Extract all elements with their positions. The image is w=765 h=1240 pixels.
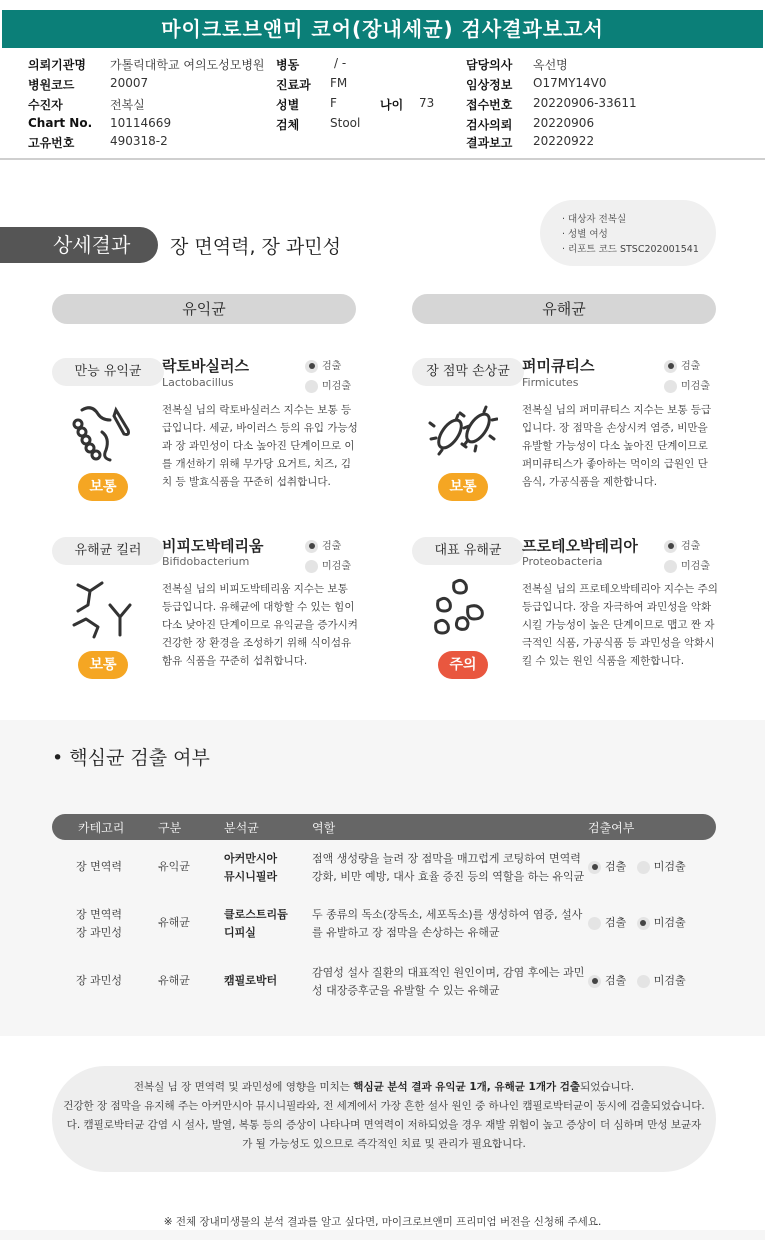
detect-status: 검출 미검출 [588, 858, 686, 876]
detect-status: 검출 미검출 [588, 914, 686, 932]
card-tag: 만능 유익균 [52, 358, 164, 386]
report-title: 마이크로브앤미 코어(장내세균) 검사결과보고서 [2, 10, 763, 48]
radio-checked-icon [637, 917, 650, 930]
bacteria-cell: 아커만시아 뮤시니필라 [224, 852, 278, 883]
type-cell: 유해균 [158, 916, 190, 929]
harmful-header: 유해균 [412, 294, 716, 324]
bifidobacterium-icon [70, 575, 140, 643]
dept-value: FM [330, 76, 348, 90]
summary-line: 전복실 님 장 면역력 및 과민성에 영향을 미치는 핵심균 분석 결과 유익균 1개, 유해균 1개가 검출되었습니다. [133, 1081, 635, 1093]
bacteria-name: 락토바실러스 [162, 357, 249, 375]
bacteria-description: 전복실 님의 프로테오박테리아 지수는 주의 등급입니다. 장을 자극하여 과민성을 악화시킬 가능성이 높은 단계이므로 맵고 짠 자극적인 식품, 가공식품 등 과민성을 악화시킬 수 있는 원인 식품을 제한합니다. [522, 583, 718, 667]
level-badge: 보통 [78, 651, 128, 679]
bacteria-name: 비피도박테리움 [162, 537, 264, 555]
detect-option: 검출 [664, 537, 700, 551]
age-label: 나이 [380, 98, 404, 112]
level-badge: 주의 [438, 651, 488, 679]
bacteria-latin: Firmicutes [522, 376, 579, 389]
proteobacteria-icon [428, 575, 498, 643]
section-subtitle: 장 면역력, 장 과민성 [170, 236, 341, 258]
receipt-label: 접수번호 [466, 98, 513, 112]
summary-line: 가 될 가능성도 있으므로 즉각적인 치료 및 관리가 필요합니다. [242, 1138, 526, 1150]
radio-checked-icon [664, 540, 677, 553]
sex-label: 성별 [276, 98, 300, 112]
table-row [52, 906, 716, 950]
detect-option: 검출 [305, 357, 341, 371]
subject-summary-pill [540, 200, 716, 266]
bottom-strip [0, 1230, 765, 1240]
card-tag: 장 점막 손상균 [412, 358, 524, 386]
column-header: 역할 [312, 821, 336, 835]
card-tag: 유해균 킬러 [52, 537, 164, 565]
radio-empty-icon [664, 560, 677, 573]
lactobacillus-icon [70, 398, 140, 466]
hospital-label: 의뢰기관명 [28, 58, 86, 72]
beneficial-header: 유익균 [52, 294, 356, 324]
not-detect-option: 미검출 [305, 377, 351, 391]
request-value: 20220906 [533, 116, 595, 130]
table-header [52, 814, 716, 840]
table-row [52, 850, 716, 894]
code-value: 20007 [110, 76, 149, 90]
sex-value: F [330, 96, 337, 110]
bacteria-cell: 클로스트리듐 디피실 [224, 908, 288, 939]
patient-info [0, 52, 765, 164]
chart-value: 10114669 [110, 116, 172, 130]
radio-empty-icon [664, 380, 677, 393]
summary-line: 건강한 장 점막을 유지해 주는 아커만시아 뮤시니필라와, 전 세계에서 가장 흔한 설사 원인 중 하나인 캠필로박터균이 동시에 검출되었습니다. [63, 1100, 705, 1112]
specimen-label: 검체 [276, 118, 300, 132]
pill-line: · 리포트 코드 STSC202001541 [562, 244, 699, 255]
pill-line: · 성별 여성 [562, 229, 608, 240]
result-value: 20220922 [533, 134, 595, 148]
info-row [0, 116, 765, 134]
ward-value: / - [334, 56, 347, 70]
bacteria-description: 전복실 님의 비피도박테리움 지수는 보통 등급입니다. 유해균에 대항할 수 있는 힘이 다소 낮아진 단계이므로 유익균을 증가시켜 건강한 장 환경을 조성하기 위해 식이섬유 함유 식품을 꾸준히 섭취합니다. [162, 583, 358, 667]
radio-empty-icon [588, 917, 601, 930]
column-header: 구분 [158, 821, 182, 835]
role-cell: 두 종류의 독소(장독소, 세포독소)를 생성하여 염증, 설사 를 유발하고 장 점막을 손상하는 유해균 [312, 908, 583, 939]
card-tag: 대표 유해균 [412, 537, 524, 565]
clinical-label: 임상정보 [466, 78, 513, 92]
detect-option: 검출 [305, 537, 341, 551]
subject-label: 수진자 [28, 98, 63, 112]
footer-note: ※ 전체 장내미생물의 분석 결과를 알고 싶다면, 마이크로브앤미 프리미엄 버전을 신청해 주세요. [163, 1216, 602, 1228]
summary-box [52, 1066, 716, 1172]
receipt-value: 20220906-33611 [533, 96, 637, 110]
radio-checked-icon [664, 360, 677, 373]
category-cell: 장 면역력 [76, 860, 123, 873]
role-cell: 감염성 설사 질환의 대표적인 원인이며, 감염 후에는 과민 성 대장증후군을 유발할 수 있는 유해균 [312, 966, 585, 997]
request-label: 검사의뢰 [466, 118, 513, 132]
column-header: 검출여부 [588, 821, 635, 835]
subject-value: 전복실 [110, 98, 145, 112]
unique-label: 고유번호 [28, 136, 75, 150]
section-title: 상세결과 [0, 227, 158, 263]
type-cell: 유해균 [158, 974, 190, 987]
bacteria-latin: Lactobacillus [162, 376, 234, 389]
not-detect-option: 미검출 [664, 557, 710, 571]
role-cell: 점액 생성량을 늘려 장 점막을 매끄럽게 코팅하여 면역력 강화, 비만 예방, 대사 효율 증진 등의 역할을 하는 유익균 [312, 852, 585, 883]
ward-label: 병동 [276, 58, 300, 72]
category-cell: 장 면역력 장 과민성 [76, 908, 123, 939]
detect-option: 검출 [664, 357, 700, 371]
specimen-value: Stool [330, 116, 361, 130]
result-label: 결과보고 [466, 136, 513, 150]
info-row [0, 56, 765, 74]
info-row [0, 96, 765, 114]
radio-checked-icon [305, 360, 318, 373]
not-detect-option: 미검출 [305, 557, 351, 571]
info-row [0, 76, 765, 94]
radio-checked-icon [588, 975, 601, 988]
doctor-label: 담당의사 [466, 58, 513, 72]
bacteria-cell: 캠필로박터 [224, 974, 278, 987]
radio-empty-icon [305, 560, 318, 573]
core-title: • 핵심균 검출 여부 [52, 747, 210, 769]
bacteria-description: 전복실 님의 퍼미큐티스 지수는 보통 등급입니다. 장 점막을 손상시켜 염증, 비만을 유발할 가능성이 다소 높아진 단계이므로 퍼미큐티스가 좋아하는 먹이의 급원인 단 음식, 가공식품을 제한합니다. [522, 404, 712, 488]
bacteria-name: 퍼미큐티스 [522, 357, 595, 375]
radio-empty-icon [305, 380, 318, 393]
bacteria-latin: Proteobacteria [522, 555, 603, 568]
table-row [52, 964, 716, 1008]
type-cell: 유익균 [158, 860, 190, 873]
level-badge: 보통 [78, 473, 128, 501]
code-label: 병원코드 [28, 78, 75, 92]
pill-line: · 대상자 전복실 [562, 214, 627, 225]
bacteria-latin: Bifidobacterium [162, 555, 250, 568]
bacteria-description: 전복실 님의 락토바실러스 지수는 보통 등급입니다. 세균, 바이러스 등의 유입 가능성과 장 과민성이 다소 높아진 단계이므로 이를 개선하기 위해 무가당 요거트, 치즈, 김치 등 발효식품을 꾸준히 섭취합니다. [162, 404, 358, 488]
summary-line: 다. 캠필로박터균 감염 시 설사, 발열, 복통 등의 증상이 나타나며 면역력이 저하되었을 경우 재발 위험이 높고 증상이 더 심하며 만성 보균자 [66, 1119, 702, 1131]
radio-checked-icon [305, 540, 318, 553]
clinical-value: O17MY14V0 [533, 76, 607, 90]
detect-status: 검출 미검출 [588, 972, 686, 990]
bacteria-name: 프로테오박테리아 [522, 537, 638, 555]
age-value: 73 [419, 96, 435, 110]
radio-empty-icon [637, 975, 650, 988]
column-header: 분석균 [224, 821, 259, 835]
radio-empty-icon [637, 861, 650, 874]
firmicutes-icon [428, 398, 498, 466]
radio-checked-icon [588, 861, 601, 874]
doctor-value: 옥선명 [533, 58, 568, 72]
divider [0, 158, 765, 160]
info-row [0, 134, 765, 152]
hospital-value: 가톨릭대학교 여의도성모병원 [110, 58, 265, 72]
unique-value: 490318-2 [110, 134, 168, 148]
category-cell: 장 과민성 [76, 974, 123, 987]
dept-label: 진료과 [276, 78, 311, 92]
chart-label: Chart No. [28, 116, 93, 130]
column-header: 카테고리 [78, 821, 125, 835]
not-detect-option: 미검출 [664, 377, 710, 391]
level-badge: 보통 [438, 473, 488, 501]
